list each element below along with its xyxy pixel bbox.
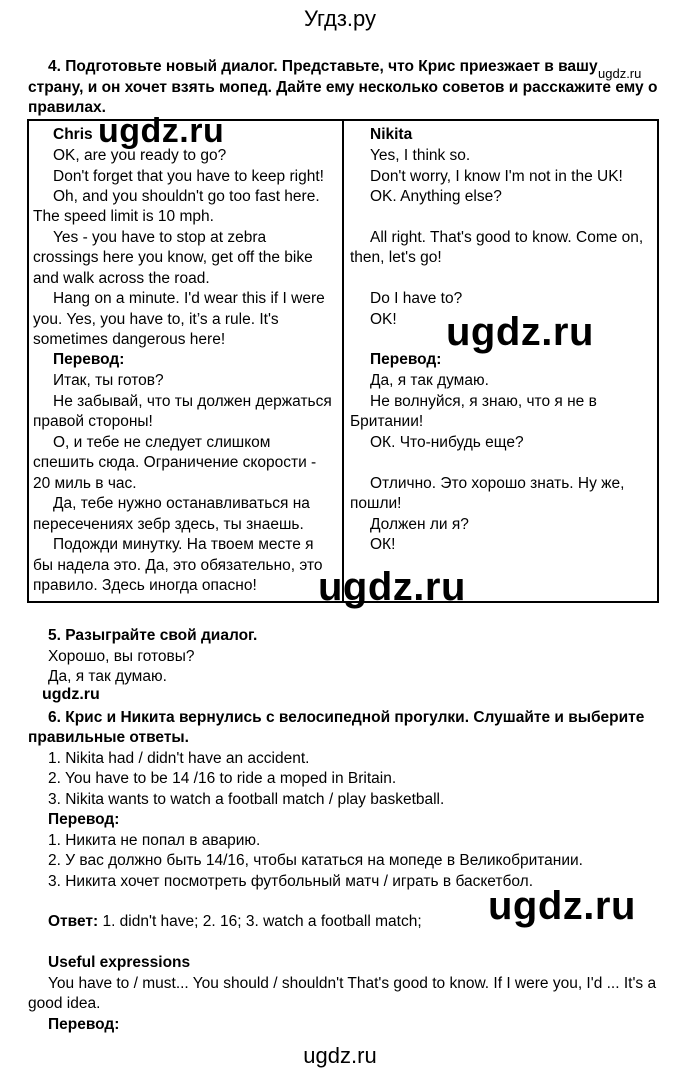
nikita-line: Don't worry, I know I'm not in the UK!: [370, 168, 623, 185]
chris-line: and walk across the road.: [33, 270, 210, 287]
chris-translation-line: спешить сюда. Ограничение скорости -: [33, 454, 317, 471]
task5-line: Да, я так думаю.: [48, 668, 167, 685]
nikita-translation-line: ОК. Что-нибудь еще?: [370, 434, 524, 451]
task4-line-1: 4. Подготовьте новый диалог. Представьте, что Крис приезжает в вашу: [48, 58, 598, 75]
chris-header: Chris: [53, 126, 93, 143]
watermark-table-left: ugdz.ru: [98, 112, 225, 150]
nikita-line: All right. That's good to know. Come on,: [370, 229, 644, 246]
nikita-line: OK!: [370, 311, 397, 328]
task5-line: Хорошо, вы готовы?: [48, 648, 195, 665]
chris-translation-line: правой стороны!: [33, 413, 153, 430]
chris-translation-line: 20 миль в час.: [33, 475, 137, 492]
chris-translation-line: Не забывай, что ты должен держаться: [53, 393, 332, 410]
answer-text: 1. didn't have; 2. 16; 3. watch a football match;: [98, 913, 422, 930]
task4-line-2: страну, и он хочет взять мопед. Дайте ему несколько советов и расскажите ему о: [28, 79, 658, 96]
useful-heading: Useful expressions: [48, 954, 191, 971]
nikita-translation-line: Не волнуйся, я знаю, что я не в: [370, 393, 597, 410]
task6-heading-line-2: правильные ответы.: [28, 729, 189, 746]
nikita-line: OK. Anything else?: [370, 188, 502, 205]
chris-translation-line: Да, тебе нужно останавливаться на: [53, 495, 310, 512]
task6-translation-item: 2. У вас должно быть 14/16, чтобы кататься на мопеде в Великобритании.: [48, 852, 583, 869]
nikita-translation-header: Перевод:: [370, 351, 442, 368]
answer-line: [48, 912, 422, 932]
chris-line: Don't forget that you have to keep right!: [53, 168, 324, 185]
task6-heading-line-1: 6. Крис и Никита вернулись с велосипедной прогулки. Слушайте и выберите: [48, 709, 645, 726]
useful-line: You have to / must... You should / shouldn't That's good to know. If I were you, I'd ... It's a: [48, 975, 657, 992]
task6-translation-item: 3. Никита хочет посмотреть футбольный матч / играть в баскетбол.: [48, 873, 534, 890]
chris-line: you. Yes, you have to, it’s a rule. It's: [33, 311, 279, 328]
task6-translation-item: 1. Никита не попал в аварию.: [48, 832, 261, 849]
watermark-small-left: ugdz.ru: [42, 686, 100, 703]
chris-translation-line: пересечениях зебр здесь, ты знаешь.: [33, 516, 304, 533]
chris-translation-line: О, и тебе не следует слишком: [53, 434, 271, 451]
watermark-table-bottom: ugdz.ru: [318, 565, 466, 609]
footer-watermark: ugdz.ru: [303, 1043, 377, 1068]
task6-item: 2. You have to be 14 /16 to ride a moped in Britain.: [48, 770, 397, 787]
answer-label: Ответ:: [48, 913, 99, 930]
task5-heading: 5. Разыграйте свой диалог.: [48, 627, 258, 644]
chris-line: sometimes dangerous here!: [33, 331, 226, 348]
chris-line: OK, are you ready to go?: [53, 147, 227, 164]
chris-translation-line: правило. Здесь иногда опасно!: [33, 577, 257, 594]
chris-line: Oh, and you shouldn't go too fast here.: [53, 188, 320, 205]
watermark-table-right: ugdz.ru: [446, 310, 594, 354]
chris-line: The speed limit is 10 mph.: [33, 208, 214, 225]
nikita-translation-line: Британии!: [350, 413, 424, 430]
chris-translation-line: бы надела это. Да, это обязательно, это: [33, 557, 323, 574]
nikita-header: Nikita: [370, 126, 413, 143]
table-column-divider: [342, 119, 344, 603]
chris-line: crossings here you know, get off the bike: [33, 249, 313, 266]
useful-translation-header: Перевод:: [48, 1016, 120, 1033]
nikita-line: Yes, I think so.: [370, 147, 471, 164]
chris-line: Yes - you have to stop at zebra: [53, 229, 267, 246]
nikita-translation-line: пошли!: [350, 495, 402, 512]
nikita-translation-line: Да, я так думаю.: [370, 372, 489, 389]
chris-translation-header: Перевод:: [53, 351, 125, 368]
useful-line: good idea.: [28, 995, 101, 1012]
site-title: Угдз.ру: [303, 6, 377, 31]
nikita-translation-line: Должен ли я?: [370, 516, 469, 533]
task6-item: 3. Nikita wants to watch a football match / play basketball.: [48, 791, 445, 808]
nikita-translation-line: Отлично. Это хорошо знать. Ну же,: [370, 475, 625, 492]
chris-translation-line: Итак, ты готов?: [53, 372, 164, 389]
watermark-corner: ugdz.ru: [598, 66, 642, 81]
chris-line: Hang on a minute. I'd wear this if I were: [53, 290, 325, 307]
task4-line-3: правилах.: [28, 99, 106, 116]
task6-item: 1. Nikita had / didn't have an accident.: [48, 750, 310, 767]
chris-translation-line: Подожди минутку. На твоем месте я: [53, 536, 314, 553]
task6-translation-header: Перевод:: [48, 811, 120, 828]
nikita-line: Do I have to?: [370, 290, 463, 307]
nikita-line: then, let's go!: [350, 249, 442, 266]
nikita-translation-line: ОК!: [370, 536, 396, 553]
watermark-answer-right: ugdz.ru: [488, 884, 636, 928]
